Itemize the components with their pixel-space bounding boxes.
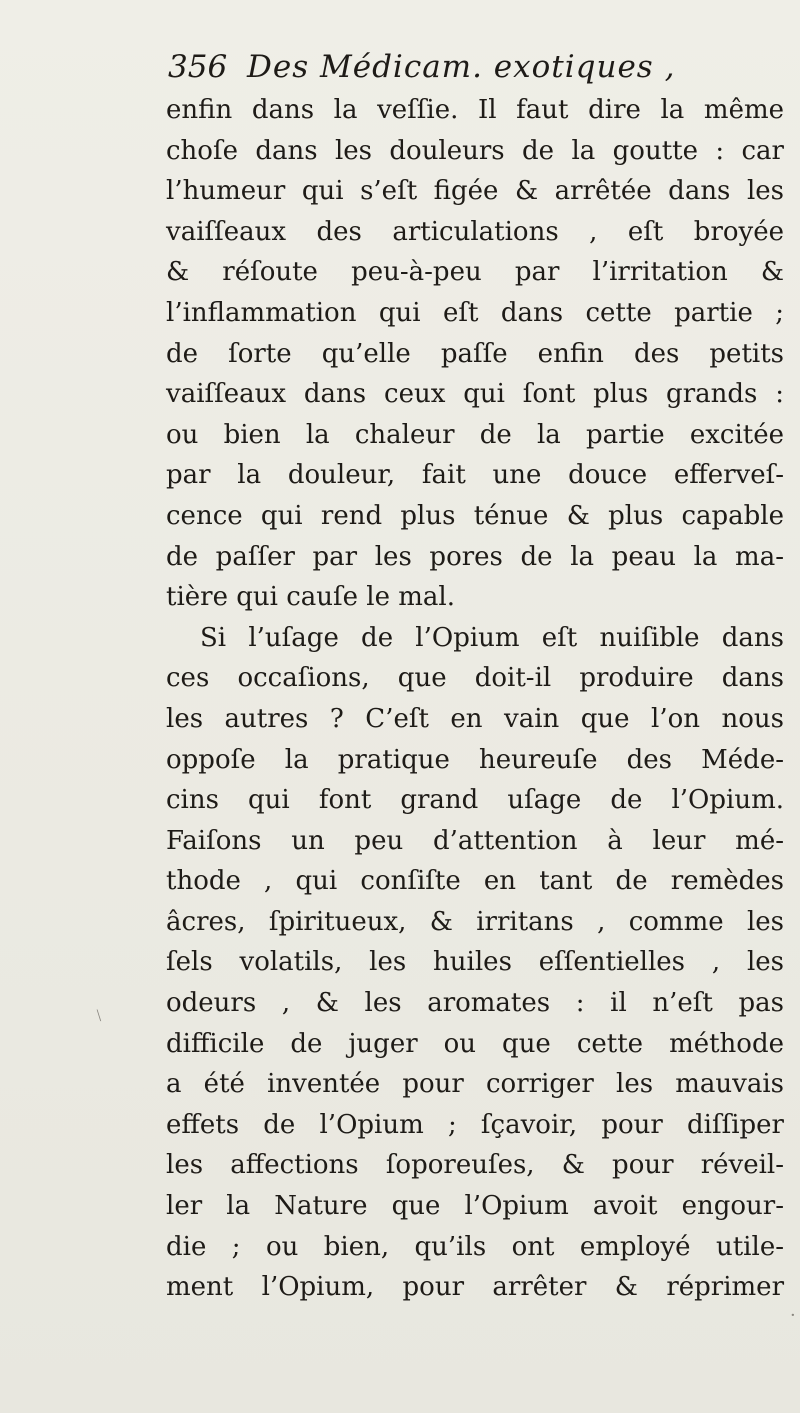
- paper-speck-mark: ﹨: [90, 1004, 108, 1025]
- text-line: vaiſſeaux des articulations , eſt broyée: [166, 216, 784, 247]
- text-line: oppoſe la pratique heureuſe des Méde-: [166, 744, 784, 775]
- text-line: choſe dans les douleurs de la goutte : car: [166, 135, 784, 166]
- text-line: ou bien la chaleur de la partie excitée: [166, 419, 784, 450]
- text-line: par la douleur, fait une douce efferveſ-: [166, 460, 784, 491]
- text-line: l’humeur qui s’eſt figée & arrêtée dans les: [166, 176, 784, 207]
- body-text: [166, 90, 784, 1308]
- text-line: difficile de juger ou que cette méthode: [166, 1028, 784, 1059]
- text-line: cins qui font grand uſage de l’Opium.: [166, 785, 784, 816]
- text-line: odeurs , & les aromates : il n’eſt pas: [166, 988, 784, 1019]
- text-line: les autres ? C’eſt en vain que l’on nous: [166, 703, 784, 734]
- text-line: Faiſons un peu d’attention à leur mé-: [166, 825, 784, 856]
- text-line: ſels volatils, les huiles eſſentielles , les: [166, 947, 784, 978]
- text-line: & réſoute peu-à-peu par l’irritation &: [166, 257, 784, 288]
- running-title: Des Médicam. exotiques ,: [247, 49, 676, 85]
- text-line: l’inflammation qui eſt dans cette partie ;: [166, 297, 784, 328]
- text-line: vaiſſeaux dans ceux qui ſont plus grands :: [166, 379, 784, 410]
- text-line: die ; ou bien, qu’ils ont employé utile-: [166, 1231, 784, 1262]
- text-line: cence qui rend plus ténue & plus capable: [166, 500, 784, 531]
- text-line: de ſorte qu’elle paſſe enfin des petits: [166, 338, 784, 369]
- text-line: les affections ſoporeuſes, & pour réveil-: [166, 1150, 784, 1181]
- text-line: a été inventée pour corriger les mauvais: [166, 1069, 784, 1100]
- text-line: ces occaſions, que doit-il produire dans: [166, 663, 784, 694]
- text-line: de paſſer par les pores de la peau la ma-: [166, 541, 784, 572]
- text-line: tière qui cauſe le mal.: [166, 582, 455, 613]
- text-line: ment l’Opium, pour arrêter & réprimer: [166, 1272, 784, 1303]
- page-number: 356: [168, 49, 228, 85]
- paragraph-start-line: Si l’uſage de l’Opium eſt nuiſible dans: [200, 622, 784, 653]
- text-line: enfin dans la veſſie. Il faut dire la même: [166, 95, 784, 125]
- text-line: âcres, ſpiritueux, & irritans , comme les: [166, 906, 784, 937]
- text-line: thode , qui conſiſte en tant de remèdes: [166, 866, 784, 897]
- paper-speck-mark: ·: [790, 1305, 796, 1326]
- text-line: effets de l’Opium ; ſçavoir, pour diſſiper: [166, 1109, 784, 1140]
- text-line: ler la Nature que l’Opium avoit engour-: [166, 1191, 784, 1222]
- page-header: [168, 46, 788, 88]
